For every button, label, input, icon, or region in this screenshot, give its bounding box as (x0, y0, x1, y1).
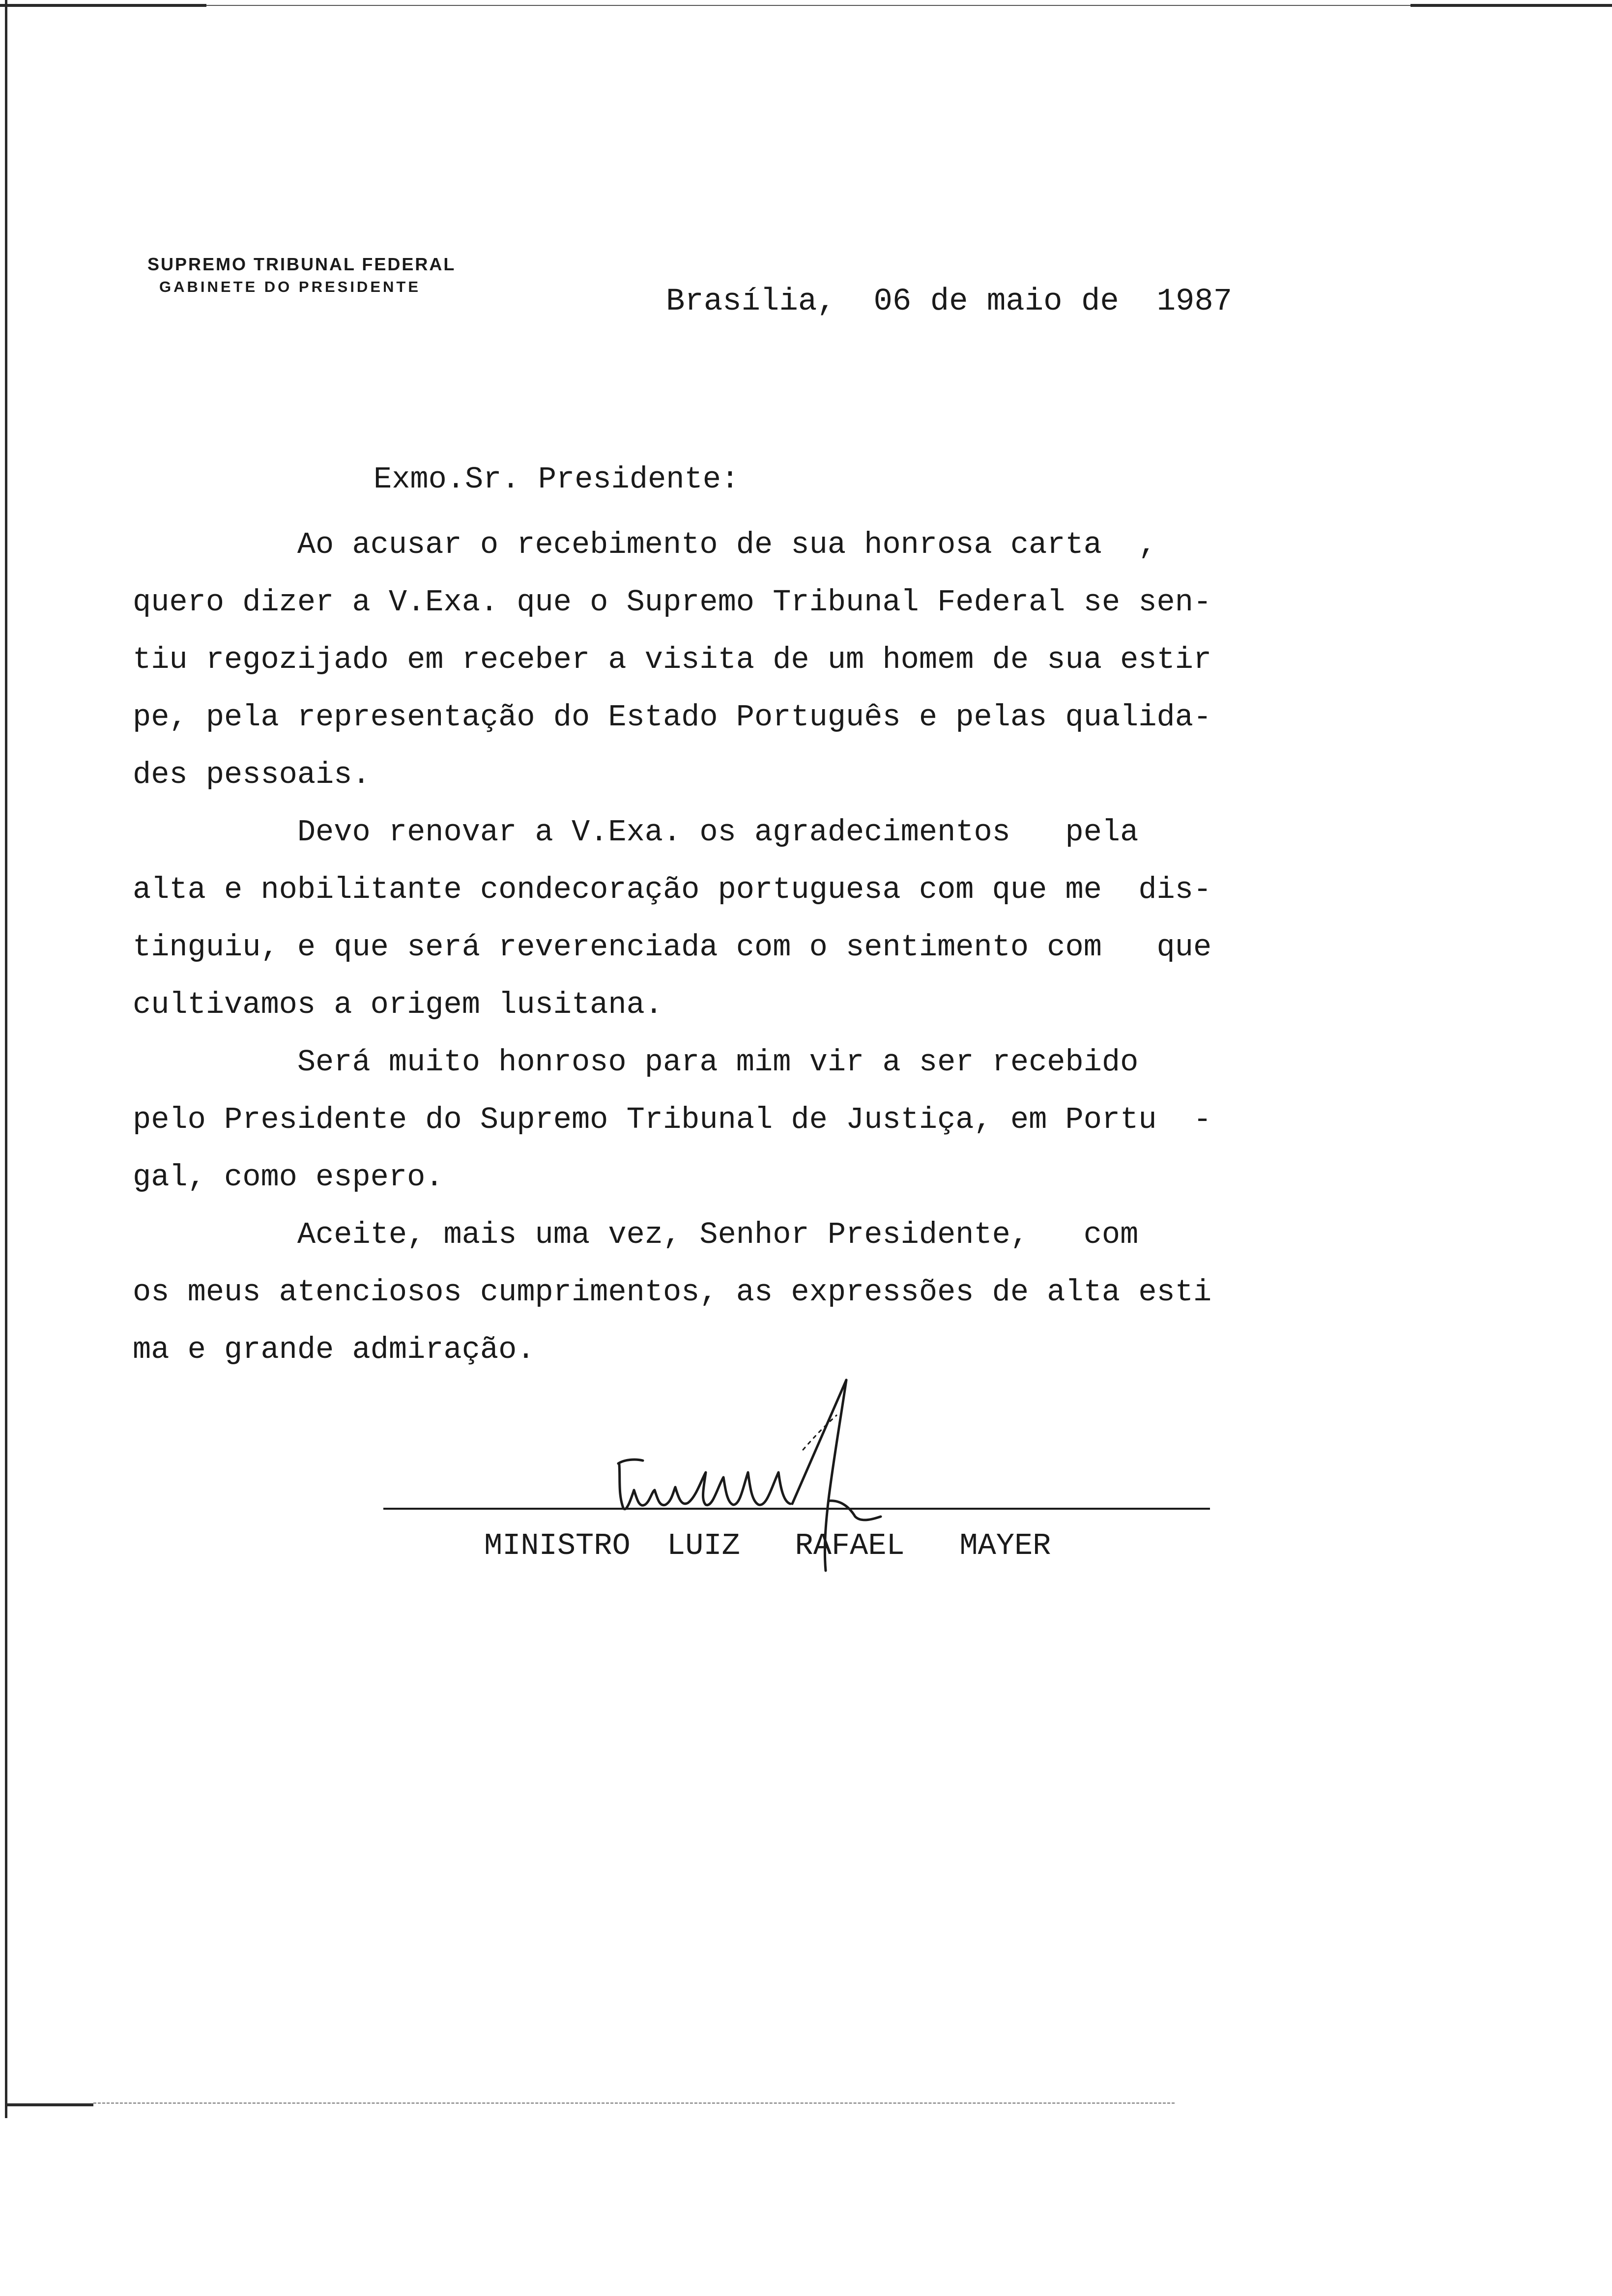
body-line: quero dizer a V.Exa. que o Supremo Tribunal Federal se sen- (133, 585, 1212, 620)
body-line: pe, pela representação do Estado Português e pelas qualida- (133, 700, 1212, 735)
letter-date: Brasília, 06 de maio de 1987 (666, 284, 1233, 319)
signature-block (383, 1366, 1219, 1602)
body-line: ma e grande admiração. (133, 1332, 535, 1367)
body-line: tinguiu, e que será reverenciada com o sentimento com que (133, 930, 1212, 965)
body-line: tiu regozijado em receber a visita de um homem de sua estir (133, 642, 1212, 677)
scan-edge-thin (206, 5, 1410, 6)
scan-edge-bottom-dash (93, 2102, 1175, 2105)
body-line: gal, como espero. (133, 1160, 444, 1195)
letterhead-institution: SUPREMO TRIBUNAL FEDERAL (147, 254, 456, 274)
salutation: Exmo.Sr. Presidente: (374, 462, 740, 497)
scan-edge-left (5, 0, 7, 2118)
letter-body (133, 516, 1288, 1378)
letterhead (147, 253, 456, 298)
body-line: pelo Presidente do Supremo Tribunal de Justiça, em Portu - (133, 1102, 1212, 1137)
body-line: des pessoais. (133, 757, 371, 792)
scan-edge-bottom (5, 2103, 93, 2106)
signature-line (383, 1508, 1210, 1510)
body-line: Aceite, mais uma vez, Senhor Presidente, com (133, 1217, 1139, 1252)
body-line: Será muito honroso para mim vir a ser recebido (133, 1045, 1139, 1080)
body-line: alta e nobilitante condecoração portuguesa com que me dis- (133, 872, 1212, 907)
body-line: Ao acusar o recebimento de sua honrosa carta , (133, 527, 1157, 562)
letterhead-office: GABINETE DO PRESIDENTE (159, 278, 421, 295)
signatory-name: MINISTRO LUIZ RAFAEL MAYER (484, 1528, 1051, 1563)
body-line: Devo renovar a V.Exa. os agradecimentos pela (133, 815, 1139, 850)
body-line: cultivamos a origem lusitana. (133, 987, 663, 1022)
body-line: os meus atenciosos cumprimentos, as expressões de alta esti (133, 1275, 1212, 1310)
